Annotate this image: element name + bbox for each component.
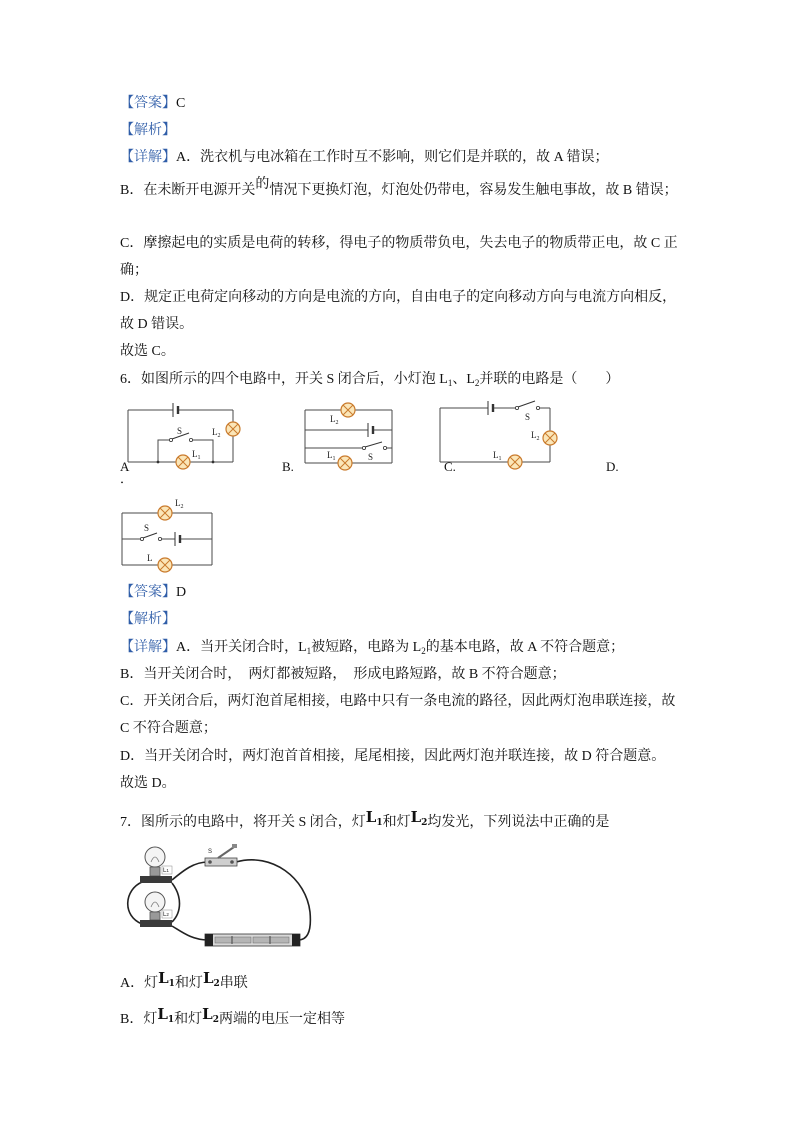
circuit-diagram-d [117, 497, 217, 575]
label-letter: L [327, 450, 333, 460]
subscript: 1 [447, 378, 453, 388]
detail-text: B．在未断开电源开关 [120, 183, 256, 198]
label-letter: L [212, 427, 218, 437]
subscript: 2 [474, 378, 480, 388]
lamp-l1-label [493, 450, 502, 462]
option-text: 和灯 [174, 1012, 203, 1027]
lamp-l1-label [327, 450, 336, 462]
stem-text: 和灯 [382, 815, 411, 830]
subscript: 2 [421, 646, 426, 656]
option-text: 和灯 [174, 976, 203, 991]
label-letter: L [493, 450, 499, 460]
q6-detail-line-c-cont: C 不符合题意； [120, 721, 217, 736]
lamp-bottom-symbol [158, 558, 172, 572]
answer-value: D [176, 585, 187, 600]
wires [122, 513, 212, 565]
q5-detail-line-a [120, 149, 608, 167]
formula-letter: L [365, 808, 377, 826]
circuit-diagram-a [123, 398, 243, 470]
q5-detail-line-b [120, 177, 678, 200]
q5-conclusion: 故选 C。 [120, 344, 175, 359]
switch-label: S [177, 426, 183, 436]
circuit-diagram-c [435, 398, 560, 470]
formula-subscript: 2 [421, 818, 428, 828]
label-subscript: 2 [536, 436, 540, 442]
junction-dot [212, 461, 215, 464]
detail-text: 情况下更换灯泡，灯泡处仍带电，容易发生触电事故，故 B 错误； [269, 183, 678, 198]
raised-char: 的 [255, 177, 270, 192]
q5-answer-line [120, 95, 185, 113]
circuit-diagram-b [300, 398, 400, 472]
lamp-l1-symbol [176, 455, 190, 469]
formula-letter: L [157, 1005, 168, 1023]
formula-subscript: 1 [168, 979, 175, 989]
label-letter: L [163, 868, 167, 874]
q5-detail-line-c: C．摩擦起电的实质是电荷的转移，得电子的物质带负电，失去电子的物质带正电，故 C 正 [120, 236, 678, 251]
q5-detail-line-c-cont: 确； [120, 263, 148, 278]
answer-label: 【答案】 [120, 585, 176, 600]
switch-icon [205, 844, 237, 866]
formula-subscript: 1 [167, 1015, 175, 1025]
q7-option-a [120, 969, 248, 991]
q5-detail-line-d-cont: 故 D 错误。 [120, 317, 194, 332]
q6-conclusion: 故选 D。 [120, 776, 176, 791]
label-letter: L [192, 449, 198, 459]
lamp-l2-label [330, 414, 339, 426]
label-letter: L [531, 430, 537, 440]
wires [305, 410, 392, 463]
stem-text: 、L [452, 372, 475, 387]
formula-subscript: 2 [212, 1015, 219, 1025]
wire [236, 860, 310, 940]
switch-symbol [362, 442, 386, 450]
q6-stem [120, 371, 619, 389]
battery-holder-icon [205, 934, 300, 946]
stem-text: 均发光，下列说法中正确的是 [427, 815, 610, 830]
switch-label: S [368, 452, 374, 462]
q7-stem [120, 808, 610, 830]
lamp-l2-symbol [341, 403, 355, 417]
bulb-l1-icon [140, 847, 172, 883]
option-label-a: A [120, 459, 130, 474]
detail-label: 【详解】 [120, 150, 176, 165]
formula-letter: L [202, 1005, 213, 1023]
wire [128, 882, 142, 924]
label-subscript: 1 [332, 456, 336, 462]
formula-letter: L [410, 808, 422, 826]
option-label-b: B. [282, 459, 294, 474]
option-label-c: C. [444, 459, 456, 474]
q5-detail-line-d: D．规定正电荷定向移动的方向是电流的方向，自由电子的定向移动方向与电流方向相反， [120, 290, 677, 305]
stem-text: 并联的电路是（ ） [479, 372, 620, 387]
detail-text: 被短路，电路为 L [311, 640, 422, 655]
label-subscript: 2 [180, 504, 184, 510]
label-letter: L [175, 498, 181, 508]
detail-text: A．洗衣机与电冰箱在工作时互不影响，则它们是并联的，故 A 错误； [176, 150, 609, 165]
lamp-l2-symbol [543, 431, 557, 445]
subscript: 1 [306, 646, 312, 656]
label-subscript: 2 [166, 912, 169, 917]
q6-analysis-label: 【解析】 [120, 612, 176, 627]
q6-detail-line-d: D．当开关闭合时，两灯泡首首相接，尾尾相接，因此两灯泡并联连接，故 D 符合题意。 [120, 749, 666, 764]
formula-letter: L [202, 969, 214, 987]
q7-option-b [120, 1005, 345, 1027]
detail-label: 【详解】 [120, 640, 176, 655]
lamp-l1-symbol [338, 456, 352, 470]
junction-dot [157, 461, 160, 464]
switch-symbol [515, 401, 539, 410]
lamp-l2-label [175, 498, 184, 510]
lamp-l2-symbol [158, 506, 172, 520]
stem-text: 7．图所示的电路中，将开关 S 闭合，灯 [120, 815, 366, 830]
answer-value: C [176, 96, 186, 111]
formula-subscript: 1 [376, 818, 383, 828]
option-text: A．灯 [120, 976, 159, 991]
answer-label: 【答案】 [120, 96, 176, 111]
q5-analysis-label: 【解析】 [120, 123, 176, 138]
switch-label: S [144, 523, 150, 533]
q6-answer-line [120, 584, 186, 602]
option-text: 两端的电压一定相等 [218, 1012, 345, 1027]
label-letter: L [330, 414, 336, 424]
label-subscript: 1 [197, 455, 201, 461]
q6-detail-line-a [120, 639, 624, 657]
wire [172, 862, 208, 880]
formula-letter: L [158, 969, 169, 987]
lamp-l1-label [192, 449, 201, 461]
option-text: B．灯 [120, 1012, 158, 1027]
q6-detail-line-c: C．开关闭合后，两灯泡首尾相接，电路中只有一条电流的路径，因此两灯泡串联连接，故 [120, 694, 676, 709]
label-subscript: 2 [217, 433, 221, 439]
formula-subscript: 2 [213, 979, 220, 989]
bulb-l2-icon [140, 892, 172, 927]
option-label-a-dot: ． [120, 471, 134, 486]
detail-text: 的基本电路，故 A 不符合题意； [425, 640, 625, 655]
lamp-bottom-label: L [147, 553, 153, 563]
lamp-l2-label [531, 430, 540, 442]
label-subscript: 2 [335, 420, 339, 426]
q6-detail-line-b: B．当开关闭合时， 两灯都被短路， 形成电路短路，故 B 不符合题意； [120, 667, 566, 682]
lamp-l2-label [212, 427, 221, 439]
wire [172, 926, 208, 940]
detail-text: A．当开关闭合时，L [176, 640, 307, 655]
switch-label: S [525, 412, 531, 422]
option-label-d: D. [606, 459, 619, 474]
q7-circuit-figure [122, 840, 317, 952]
switch-symbol [140, 533, 161, 541]
label-letter: L [163, 912, 167, 918]
option-text: 串联 [219, 976, 248, 991]
label-subscript: 1 [498, 456, 502, 462]
label-subscript: 1 [166, 868, 169, 873]
wire [172, 883, 180, 922]
lamp-l1-symbol [508, 455, 522, 469]
switch-label: S [208, 849, 213, 855]
stem-text: 6．如图所示的四个电路中，开关 S 闭合后，小灯泡 L [120, 372, 448, 387]
lamp-l2-symbol [226, 422, 240, 436]
